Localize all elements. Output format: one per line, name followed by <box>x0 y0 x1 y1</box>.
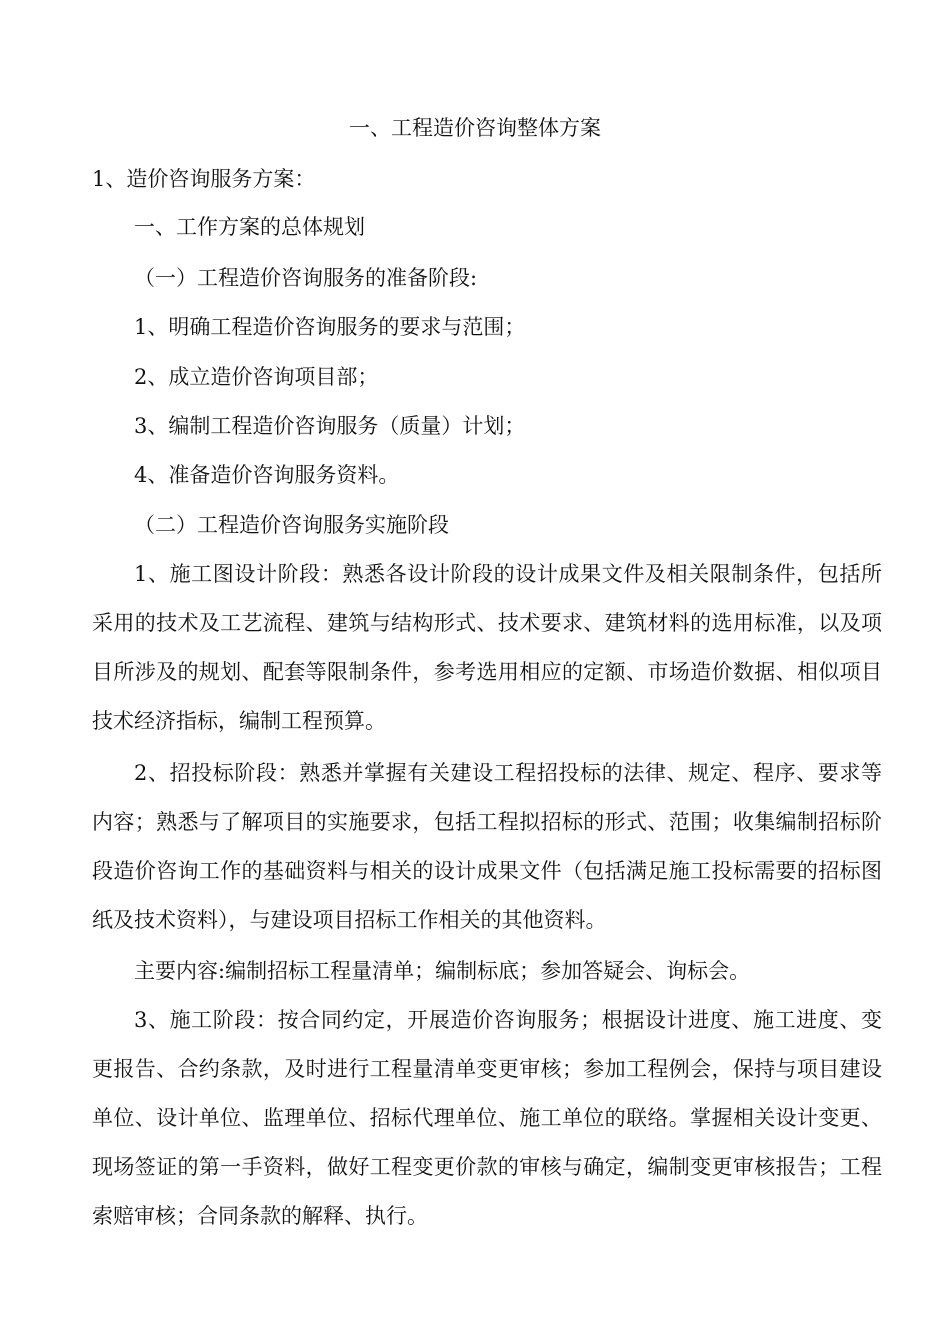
prep-item-4: 4、准备造价咨询服务资料。 <box>134 463 400 487</box>
prep-item-2: 2、成立造价咨询项目部； <box>134 365 379 389</box>
subsection-heading: 一、工作方案的总体规划 <box>134 215 365 239</box>
prep-stage-heading: （一）工程造价咨询服务的准备阶段: <box>134 266 478 290</box>
paragraph-design-stage: 1、施工图设计阶段：熟悉各设计阶段的设计成果文件及相关限制条件，包括所采用的技术及工艺流程、建筑与结构形式、技术要求、建筑材料的选用标准，以及项目所涉及的规划、配套等限制条件，参考选用相应的定额、市场造价数据、相似项目技术经济指标，编制工程预算。 <box>92 562 882 733</box>
paragraph-main-content: 主要内容:编制招标工程量清单；编制标底；参加答疑会、询标会。 <box>134 959 751 983</box>
prep-item-3: 3、编制工程造价咨询服务（质量）计划； <box>134 414 526 438</box>
prep-item-1: 1、明确工程造价咨询服务的要求与范围； <box>134 315 526 339</box>
paragraph-bidding-stage: 2、招投标阶段：熟悉并掌握有关建设工程招投标的法律、规定、程序、要求等内容；熟悉与了解项目的实施要求，包括工程拟招标的形式、范围；收集编制招标阶段造价咨询工作的基础资料与相关的设计成果文件（包括满足施工投标需要的招标图纸及技术资料），与建设项目招标工作相关的其他资料。 <box>92 761 882 932</box>
paragraph-construction-stage: 3、施工阶段：按合同约定，开展造价咨询服务；根据设计进度、施工进度、变更报告、合约条款，及时进行工程量清单变更审核；参加工程例会，保持与项目建设单位、设计单位、监理单位、招标代理单位、施工单位的联络。掌握相关设计变更、现场签证的第一手资料，做好工程变更价款的审核与确定，编制变更审核报告；工程索赔审核；合同条款的解释、执行。 <box>92 1008 882 1228</box>
impl-stage-heading: （二）工程造价咨询服务实施阶段 <box>134 513 449 537</box>
document-title: 一、工程造价咨询整体方案 <box>349 116 601 140</box>
section-heading: 1、造价咨询服务方案： <box>92 167 316 191</box>
